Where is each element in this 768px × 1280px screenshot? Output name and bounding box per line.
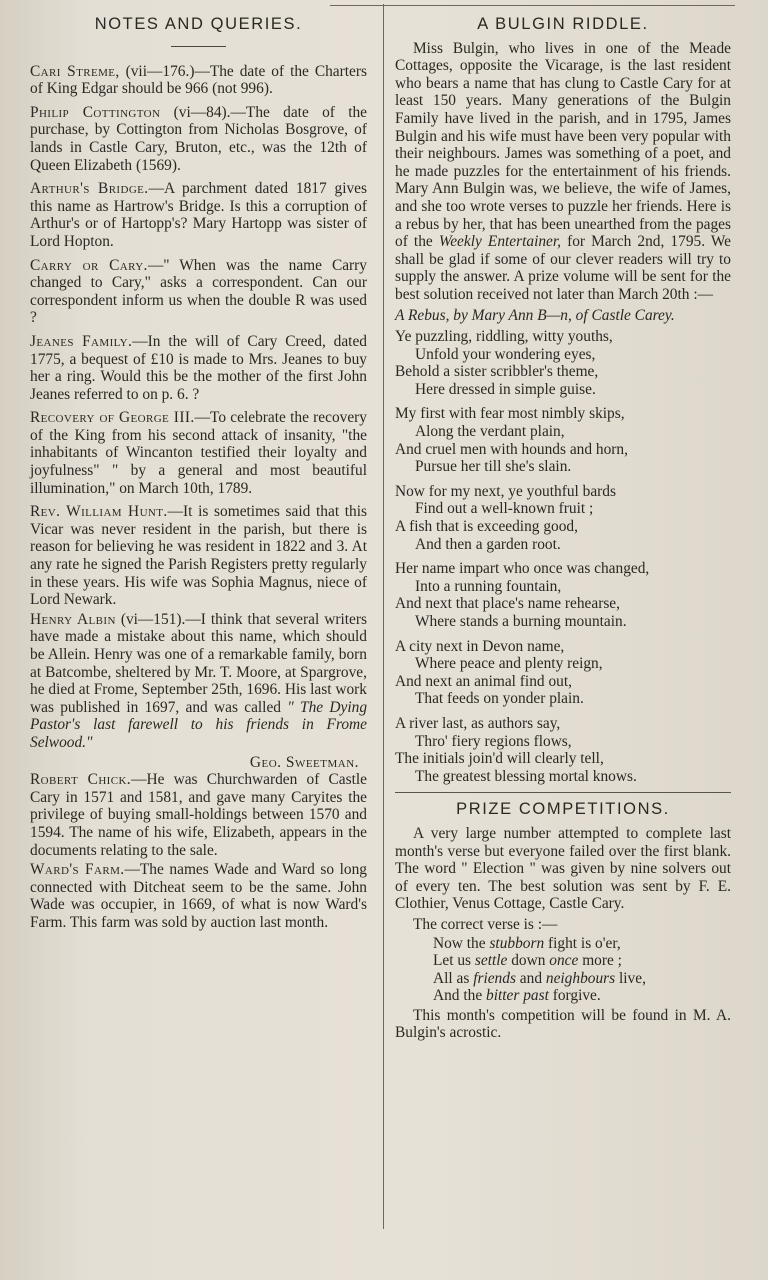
answer-word: bitter past <box>486 987 549 1005</box>
verse-line: Pursue her till she's slain. <box>415 458 572 476</box>
verse-line: Ye puzzling, riddling, witty youths, <box>395 328 613 346</box>
notes-and-queries-column <box>30 12 367 938</box>
verse-line: Here dressed in simple guise. <box>415 380 596 398</box>
verse-line: Where peace and plenty reign, <box>415 655 603 673</box>
verse-line: Find out a well-known fruit ; <box>415 500 594 518</box>
stanza <box>395 638 731 708</box>
answer-text: forgive. <box>548 987 601 1005</box>
verse-line: And next that place's name rehearse, <box>395 595 620 613</box>
answer-word: stubborn <box>489 934 545 952</box>
verse-line: A city next in Devon name, <box>395 637 565 655</box>
title-rule <box>171 46 226 47</box>
verse-line: Thro' fiery regions flows, <box>415 732 572 750</box>
answer-text: down <box>507 952 550 970</box>
verse-line: Unfold your wondering eyes, <box>415 345 596 363</box>
verse-line: A fish that is exceeding good, <box>395 518 578 536</box>
verse-line: And then a garden root. <box>415 535 561 553</box>
entry-text: —To celebrate the recovery of the King from his second attack of insanity, "the inhabitants of Wincanton testified their loyalty and joyfulness" " by a general and most beautiful illumination," on March 10th, 1789. <box>30 409 367 497</box>
answer-text: and <box>515 969 546 987</box>
verse-line: Now for my next, ye youthful bards <box>395 482 616 500</box>
stanza <box>395 560 731 630</box>
section-title: NOTES AND QUERIES. <box>94 15 303 33</box>
intro-text-a: Miss Bulgin, who lives in one of the Meade Cottages, opposite the Vicarage, is the last resident who bears a name that has clung to Castle Cary for at least 150 years. Many generations of the Bulgin Family have lived in the parish, and in 1795, James Bulgin and his wife must have been very popular with their neighbours. James was something of a poet, and he made puzzles for the entertainment of his friends. Mary Ann Bulgin was, we believe, the wife of James, and she too wrote verses to puzzle her friends. Here is a rebus by her, that has been unearthed from the pages of the <box>395 39 731 251</box>
answer-text: And the <box>433 987 487 1005</box>
entry <box>30 611 367 752</box>
answer-text: Now the <box>433 934 490 952</box>
entry <box>30 503 367 609</box>
answer-text: more ; <box>578 952 622 970</box>
intro-text-b: for March 2nd, 1795. We shall be glad if some of our clever readers will try to supply the answer. A prize volume will be sent for the best solution received not later than March 20th :— <box>395 233 731 303</box>
answer-line <box>395 935 731 953</box>
entry-head: Robert Chick. <box>30 771 132 789</box>
entry-head: Henry Albin <box>30 610 116 628</box>
stanza <box>395 328 731 398</box>
answer-word: once <box>549 952 579 970</box>
verse-line: The greatest blessing mortal knows. <box>415 767 637 785</box>
answer-word: settle <box>474 952 508 970</box>
entry <box>30 63 367 98</box>
entry-text: —In the will of Cary Creed, dated 1775, a bequest of £10 is made to Mrs. Jeanes to buy her a ring. Would this be the mother of the first John Jeanes referred to on p. 6. ? <box>30 332 367 403</box>
entry-head: Carry or Cary. <box>30 256 148 274</box>
correct-verse <box>395 935 731 1005</box>
verse-line: And next an animal find out, <box>395 672 572 690</box>
entry-text: —" When was the name Carry changed to Cary," asks a correspondent. Can our correspondent inform us when the double R was used ? <box>30 256 367 327</box>
answer-word: neighbours <box>545 969 616 987</box>
entry-title-italic: " The Dying Pastor's last farewell to his friends in Frome Selwood." <box>30 698 368 751</box>
answer-line <box>395 952 731 970</box>
section-divider <box>395 792 731 793</box>
stanza <box>395 715 731 785</box>
answer-text: All as <box>433 969 474 987</box>
entry-head: Cari Streme, <box>30 62 120 80</box>
entry <box>30 409 367 497</box>
answer-line <box>395 987 731 1005</box>
top-rule <box>330 5 735 6</box>
verse-line: The initials join'd will clearly tell, <box>395 750 604 768</box>
riddle-title: A BULGIN RIDDLE. <box>477 15 649 33</box>
answer-text: Let us <box>433 952 475 970</box>
entry-text: —A parchment dated 1817 gives this name as Hartrow's Bridge. Is this a corruption of Arthur's or of Hartopp's? Mary Hartopp was sister of Lord Hopton. <box>30 180 367 250</box>
entry-text: —It is sometimes said that this Vicar was never resident in the parish, but there is reason for believing he was resident in 1822 and 3. At any rate he signed the Parish Registers pretty regularly in these years. His wife was Sophia Magnus, niece of Lord Newark. <box>30 503 368 609</box>
entry <box>30 180 367 250</box>
intro-italic: Weekly Entertainer, <box>438 233 562 251</box>
entry <box>30 771 367 859</box>
answer-line <box>395 970 731 988</box>
entry-head: Jeanes Family. <box>30 332 133 350</box>
signature: Geo. Sweetman. <box>249 753 359 771</box>
verse-line: Into a running fountain, <box>415 577 562 595</box>
stanza <box>395 483 731 553</box>
verse-line: And cruel men with hounds and horn, <box>395 440 628 458</box>
entry-text: (vi—84).—The date of the purchase, by Cottington from Nicholas Bosgrove, of lands in Castle Cary, Bruton, etc., was the 12th of Queen Elizabeth (1569). <box>30 103 367 174</box>
rebus-title: A Rebus, by Mary Ann B—n, of Castle Carey. <box>395 306 675 324</box>
answer-word: friends <box>473 969 516 987</box>
verse-line: A river last, as authors say, <box>395 714 561 732</box>
verse-line: Behold a sister scribbler's theme, <box>395 363 599 381</box>
entry <box>30 861 367 931</box>
closing-note: This month's competition will be found in M. A. Bulgin's acrostic. <box>395 1006 731 1042</box>
verse-line: Where stands a burning mountain. <box>415 613 627 630</box>
verse-line: Along the verdant plain, <box>415 423 565 441</box>
entry-head: Rev. William Hunt. <box>30 503 168 521</box>
entry-text: (vii—176.)—The date of the Charters of King Edgar should be 966 (not 996). <box>30 62 367 98</box>
correct-verse-intro: The correct verse is :— <box>413 915 558 933</box>
answer-text: live, <box>615 969 646 987</box>
riddle-column <box>395 12 731 1042</box>
entry-text: (vi—151).—I think that several writers have made a mistake about this name, which should be Allein. Henry was one of a remarkable family, born at Batcombe, sheltered by Mr. T. Moore, at Spargrove, he died at Frome, September 25th, 1696. His last work was published in 1697, and was called <box>30 610 367 716</box>
verse-line: My first with fear most nimbly skips, <box>395 405 625 423</box>
verse-line: That feeds on yonder plain. <box>415 690 584 708</box>
entry-head: Recovery of George III. <box>30 409 195 427</box>
entry-head: Arthur's Bridge. <box>30 180 149 198</box>
entry <box>30 333 367 403</box>
verse-line: Her name impart who once was changed, <box>395 560 650 578</box>
entry-head: Ward's Farm. <box>30 861 125 879</box>
riddle-intro <box>395 40 731 304</box>
entry <box>30 257 367 327</box>
prize-title: PRIZE COMPETITIONS. <box>456 800 670 819</box>
prize-text: A very large number attempted to complete last month's verse but everyone failed over the first blank. The word " Election " was given by nine solvers out of every ten. The best solution was sent by F. E. Clothier, Venus Cottage, Castle Cary. <box>395 824 731 913</box>
column-divider <box>383 4 384 1229</box>
entry-head: Philip Cottington <box>30 103 161 121</box>
stanza <box>395 405 731 475</box>
entry <box>30 104 367 174</box>
answer-text: fight is o'er, <box>544 934 621 952</box>
entry-text: —The names Wade and Ward so long connected with Ditcheat seem to be the same. John Wade was occupier, in 1669, of what is now Ward's Farm. This farm was sold by auction last month. <box>30 861 368 931</box>
entry-text: —He was Churchwarden of Castle Cary in 1571 and 1581, and gave many Caryites the privilege of buying small-holdings between 1570 and 1594. The name of his wife, Elizabeth, appears in the documents relating to the sale. <box>30 771 367 859</box>
